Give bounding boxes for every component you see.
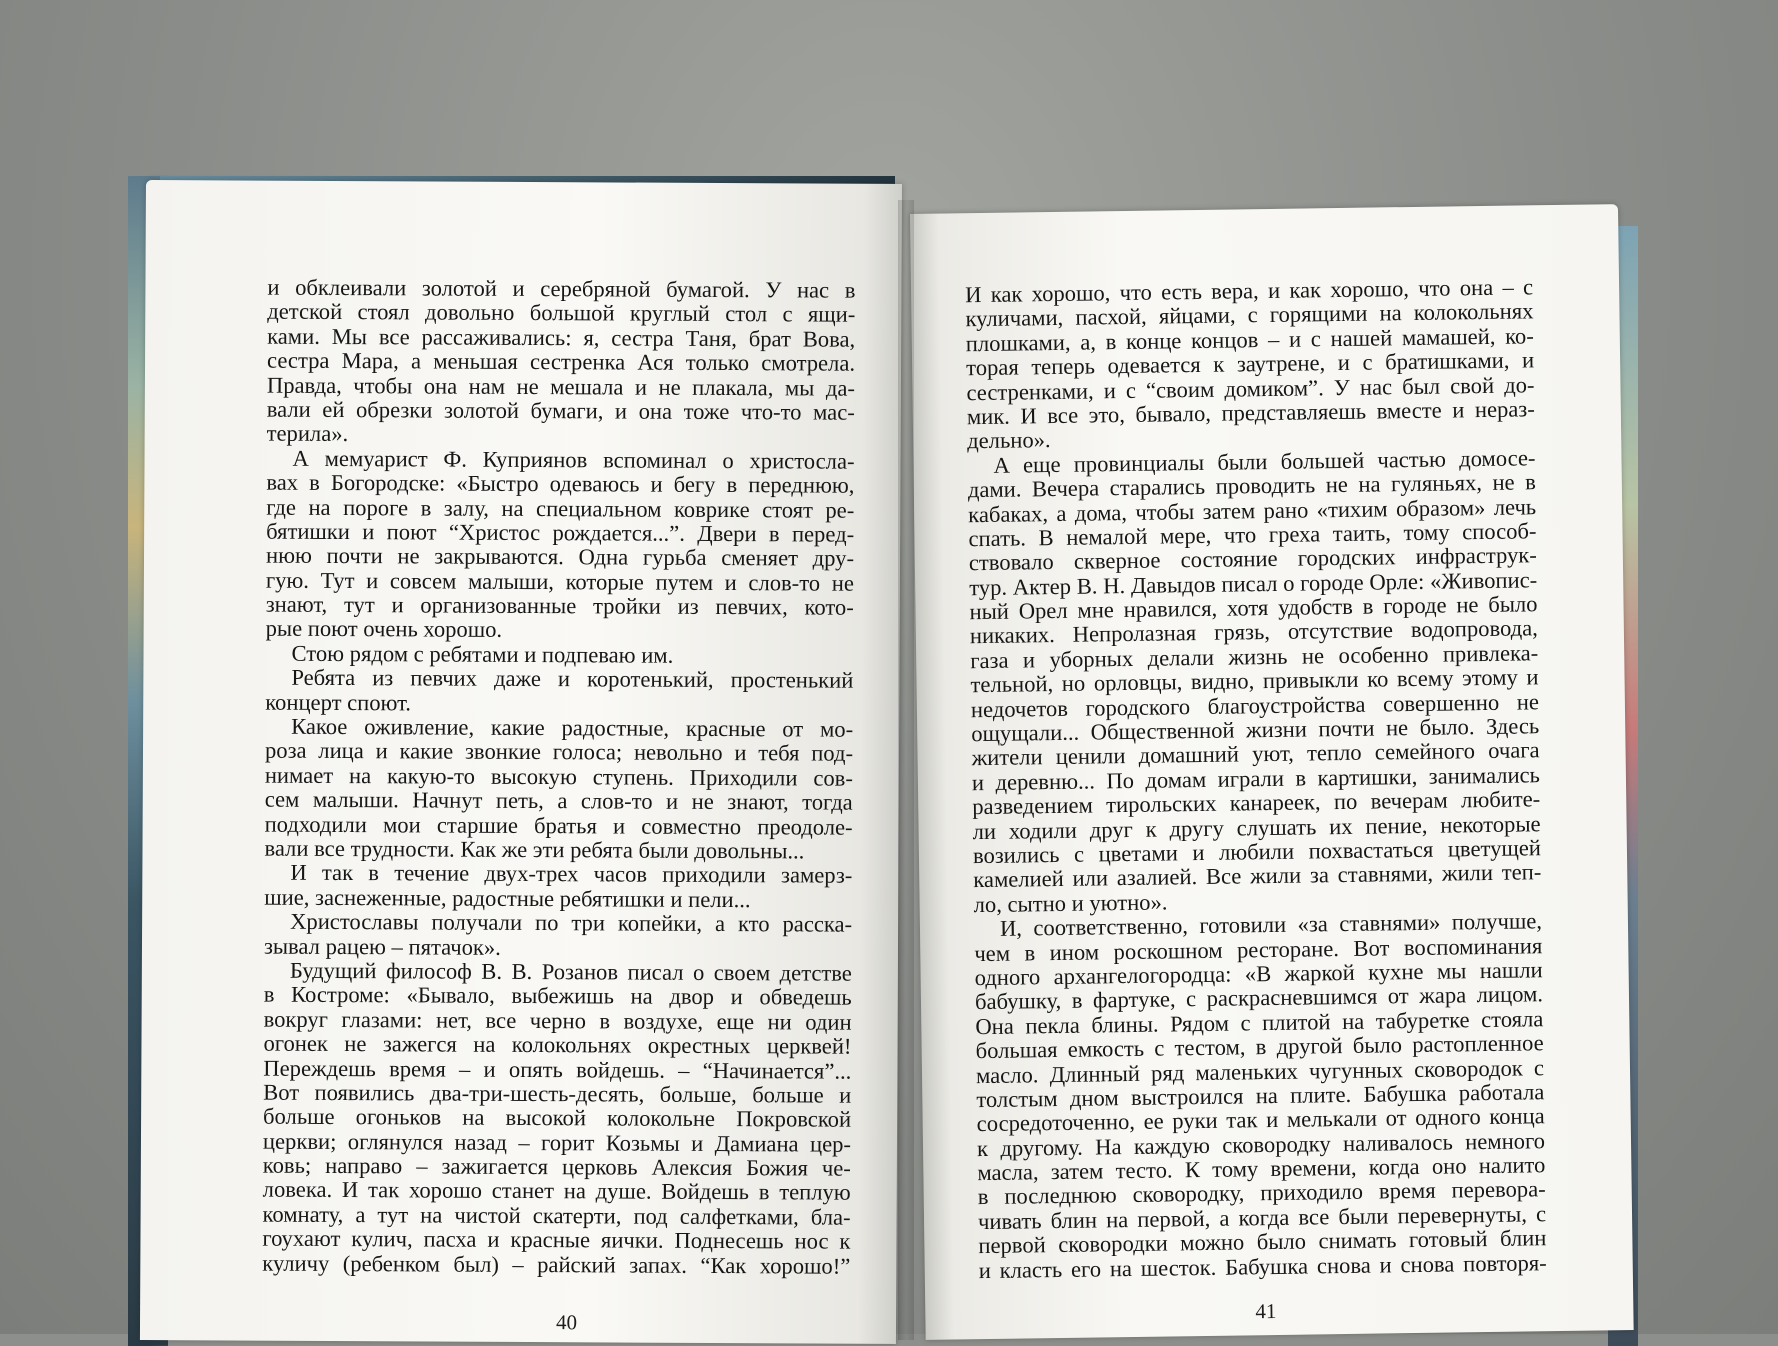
text-line: куличу (ребенком был) – райский запах. “Как хорошо!” <box>262 1250 851 1279</box>
text-line: жители ценили домашний уют, тепло семейного очага <box>971 737 1540 771</box>
text-line: большая емкость с тестом, в другой было растопленное <box>975 1030 1544 1064</box>
text-line: Стою рядом с ребятами и подпеваю им. <box>291 640 674 668</box>
text-line: тур. Актер В. Н. Давыдов писал о городе Орле: «Живопис- <box>969 566 1538 600</box>
text-line: плошками, а, в конце концов – и с нашей мамашей, ко- <box>965 323 1534 357</box>
text-line: Христославы получали по три копейки, а кто расска- <box>290 908 853 937</box>
text-line: гоухают кулич, пасха и красные яички. Поднесешь нос к <box>262 1225 851 1254</box>
text-line: церкви; оглянулся назад – горит Козьмы и Дамиана цер- <box>262 1128 852 1157</box>
text-line: дами. Вечера старались проводить не на гуляньях, не в <box>967 469 1536 503</box>
text-line: толстым дном выстроился на плите. Бабушка работала <box>976 1079 1545 1113</box>
text-line: ковь; направо – зажигается церковь Алексия Божия че- <box>262 1152 851 1181</box>
text-line: чивать блин на первой, а когда все были перевернуты, с <box>977 1201 1547 1234</box>
text-line: Вот появились два-три-шесть-десять, больше, больше и <box>263 1079 852 1108</box>
text-line: подходили мои старшие братья и совместно преодоле- <box>264 811 853 840</box>
text-line: бятишки и поют “Христос рождается...”. Двери в перед- <box>266 518 855 547</box>
text-line: рые поют очень хорошо. <box>265 616 503 643</box>
text-line: ло, сытно и уютно». <box>973 889 1168 917</box>
text-line: Какое оживление, какие радостные, красные от мо- <box>291 713 854 742</box>
text-line: к другому. На каждую сковородку наливалось немного <box>976 1127 1546 1161</box>
text-line: сестра Мара, а меньшая сестренка Ася только смотрела. <box>266 347 856 376</box>
text-line: кабаках, а дома, чтобы затем рано «тихим образом» лечь <box>968 493 1537 527</box>
text-line: ощущали... Общественной жизни почти не было. Здесь <box>971 713 1540 747</box>
text-line: Она пекла блины. Рядом с плитой на табуретке стояла <box>975 1005 1544 1039</box>
text-line: Правда, чтобы она нам не мешала и не плакала, мы да- <box>266 372 855 401</box>
text-line: дельно». <box>967 427 1051 454</box>
text-line: и класть его на шесток. Бабушка снова и снова повторя- <box>978 1249 1547 1283</box>
text-line: торая теперь одевается к заутрене, и с братишками, и <box>965 347 1535 381</box>
text-line: одного архангелогородца: «В жаркой кухне мы нашли <box>974 957 1543 991</box>
text-line: вокруг глазами: нет, все черно в воздухе, еще ни один <box>263 1006 852 1035</box>
text-line: ками. Мы все рассаживались: я, сестра Таня, брат Вова, <box>267 323 856 352</box>
text-line: и обклеивали золотой и серебряной бумагой. У нас в <box>267 274 856 303</box>
text-line: вах в Богородске: «Быстро одеваюсь и бегу в переднюю, <box>266 469 855 498</box>
text-line: знают, тут и организованные тройки из певчих, кото- <box>265 591 854 620</box>
right-page <box>910 204 1634 1340</box>
text-line: нимает на какую-то высокую ступень. Приходили сов- <box>264 762 853 791</box>
text-line: масла, затем тесто. К тому времени, когда оно налито <box>977 1152 1546 1186</box>
text-line: концерт споют. <box>265 689 412 716</box>
text-line: Ребята из певчих даже и коротенький, простенький <box>291 665 854 693</box>
text-line: вали ей обрезки золотой бумаги, и она тоже что-то мас- <box>266 396 855 425</box>
text-line: зывал рацею – пятачок». <box>263 933 501 960</box>
text-line: И, соответственно, готовили «за ставнями» получше, <box>999 908 1543 941</box>
text-line: Будущий философ В. В. Розанов писал о своем детстве <box>289 957 852 986</box>
text-line: ствовало скверное состояние городских инфраструк- <box>968 542 1537 576</box>
text-line: в Костроме: «Бывало, выбежишь на двор и обведешь <box>263 981 852 1011</box>
text-line: первой сковородки можно было снимать готовый блин <box>978 1225 1547 1259</box>
text-line: камелией или азалией. Все жили за ставнями, жили теп- <box>973 859 1542 893</box>
text-line: вали все трудности. Как же эти ребята были довольны... <box>264 835 805 864</box>
text-line: чем в ином роскошном ресторане. Вот воспоминания <box>974 932 1543 966</box>
text-line: в последнюю сковородку, приходило время перевора- <box>977 1176 1546 1210</box>
text-line: И так в течение двух-трех часов приходили замерз- <box>290 860 853 889</box>
text-line: масло. Длинный ряд маленьких чугунных сковородок с <box>975 1054 1545 1088</box>
text-line: где на пороге в залу, на специальном коврике стоят ре- <box>266 494 855 523</box>
text-line: сосредоточенно, ее руки так и мелькали от одного конца <box>976 1103 1545 1137</box>
text-line: сестренками, и с “своим домиком”. У нас был свой до- <box>966 371 1535 405</box>
text-line: газа и уборных делали жизнь не особенно привлека- <box>970 640 1539 674</box>
text-line: разведением тирольских канареек, по вечерам любите- <box>972 786 1541 820</box>
text-line: спать. В немалой мере, что греха таить, тому способ- <box>968 518 1537 552</box>
text-line: тельной, но орловцы, видно, привыкли ко всему этому и <box>970 664 1539 698</box>
text-line: сем малыши. Начнут петь, а слов-то и не знают, тогда <box>264 786 853 815</box>
left-page-number: 40 <box>555 1310 578 1335</box>
text-line: детской стоял довольно большой круглый стол с ящи- <box>267 299 856 328</box>
text-line: И как хорошо, что есть вера, и как хорошо, что она – с <box>964 274 1534 308</box>
text-line: ловека. И так хорошо станет на душе. Войдешь в теплую <box>262 1177 851 1206</box>
text-line: мик. И все это, бывало, представляешь вместе и нераз- <box>966 396 1535 430</box>
book-gutter <box>898 200 914 1340</box>
text-line: бабушку, в фартуке, с раскрасневшимся от жара лицом. <box>974 981 1544 1015</box>
text-line: роза лица и какие звонкие голоса; невольно и тебя под- <box>264 738 854 767</box>
text-line: куличами, пасхой, яйцами, с горящими на колокольнях <box>965 298 1534 332</box>
text-line: больше огоньков на высокой колокольне Покровской <box>263 1103 852 1132</box>
text-line: огонек не зажегся на колокольнях окрестных церквей! <box>263 1030 852 1059</box>
text-line: терила». <box>266 420 349 447</box>
text-line: Переждешь время – и опять войдешь. – “Начинается”... <box>263 1055 852 1084</box>
text-line: ли ходили друг к другу слушать их пение, некоторые <box>972 810 1541 844</box>
text-line: шие, заснеженные, радостные ребятишки и пели... <box>264 884 751 912</box>
text-line: нюю почти не закрываются. Одна гурьба сменяет дру- <box>265 542 855 572</box>
text-line: А мемуарист Ф. Куприянов вспоминал о христосла- <box>292 445 855 474</box>
left-page <box>140 180 902 1344</box>
right-page-number: 41 <box>1255 1298 1277 1324</box>
text-line: и деревню... По домам играли в картишки, занимались <box>971 762 1541 796</box>
text-line: ный Орел мне нравился, хотя удобств в городе не было <box>969 591 1538 625</box>
text-line: гую. Тут и совсем малыши, которые путем и слов-то не <box>265 567 854 596</box>
text-line: возились с цветами и любили похвастаться цветущей <box>972 835 1542 869</box>
right-page-text <box>965 275 1547 1283</box>
text-line: недочетов городского благоустройства совершенно не <box>970 688 1540 722</box>
text-line: А еще провинциалы были большей частью домосе- <box>993 445 1536 478</box>
left-page-text <box>262 276 855 1279</box>
text-line: комнату, а тут на чистой скатерти, под салфетками, бла- <box>262 1201 851 1230</box>
text-line: никаких. Непролазная грязь, отсутствие водопровода, <box>969 615 1539 649</box>
